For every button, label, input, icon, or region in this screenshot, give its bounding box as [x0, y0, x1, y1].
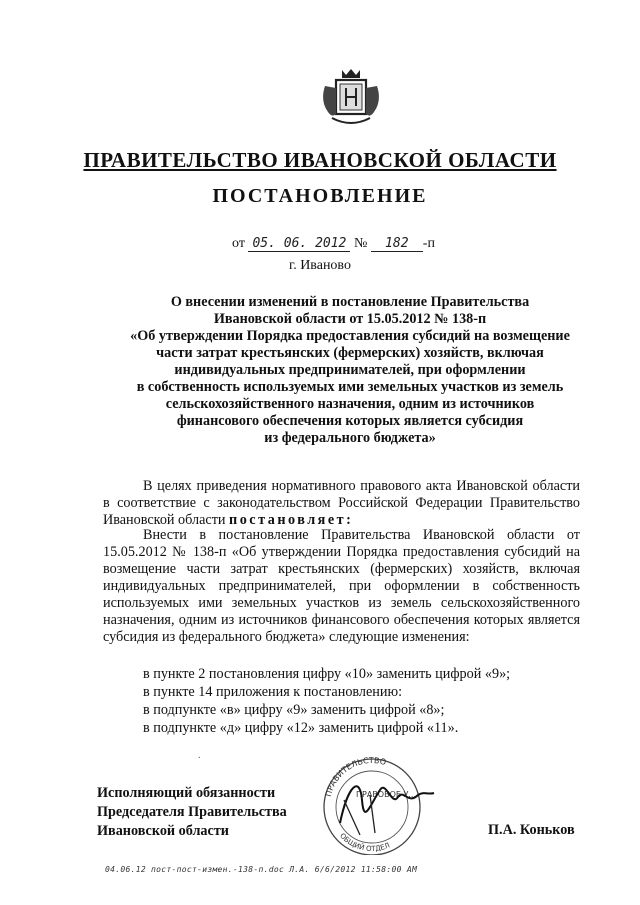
signer-title — [97, 784, 287, 841]
preamble-paragraph — [103, 478, 580, 529]
city: г. Иваново — [289, 258, 351, 273]
file-footer: 04.06.12 пост-пост-измен.-138-п.doc Л.А. 6/6/2012 11:58:00 AM — [105, 865, 418, 874]
subject-line: в собственность используемых ими земельных участков из земель — [136, 379, 564, 395]
number-label: № — [353, 236, 368, 251]
subject-line: из федерального бюджета» — [264, 430, 436, 446]
signer-title-line: Ивановской области — [97, 823, 229, 839]
change-item: в пункте 2 постановления цифру «10» заменить цифрой «9»; — [143, 666, 511, 682]
date-field: 05. 06. 2012 — [248, 237, 350, 252]
stamp-bottom-text: ОБЩИЙ ОТДЕЛ — [338, 831, 391, 854]
stamp-top-text: ПРАВИТЕЛЬСТВО — [323, 755, 388, 798]
signer-title-line: Председателя Правительства — [97, 804, 287, 820]
subject-line: сельскохозяйственного назначения, одним из источников — [165, 396, 535, 412]
resolves-word: постановляет: — [229, 512, 354, 528]
document-type: ПОСТАНОВЛЕНИЕ — [212, 185, 428, 207]
subject-line: Ивановской области от 15.05.2012 № 138-п — [213, 311, 487, 327]
change-item: в пункте 14 приложения к постановлению: — [143, 684, 403, 700]
signer-title-line: Исполняющий обязанности — [97, 785, 276, 801]
from-label: от — [232, 236, 245, 251]
registration-line — [232, 236, 435, 252]
subject-line: индивидуальных предпринимателей, при оформлении — [174, 362, 526, 378]
government-title: ПРАВИТЕЛЬСТВО ИВАНОВСКОЙ ОБЛАСТИ — [83, 148, 557, 172]
subject-line: О внесении изменений в постановление Правительства — [170, 294, 530, 310]
coat-of-arms-icon — [322, 66, 380, 128]
preamble-text: В целях приведения нормативного правового акта Ивановской области в соответствие с законодательством Российской Федерации Правительство Ивановской области — [103, 478, 580, 528]
change-item: в подпункте «в» цифру «9» заменить цифрой «8»; — [143, 702, 445, 718]
stamp-mid-text: ПРАВОВОЕ У... — [356, 790, 416, 799]
subject-line: части затрат крестьянских (фермерских) хозяйств, включая — [156, 345, 544, 361]
subject-line: «Об утверждении Порядка предоставления субсидий на возмещение — [130, 328, 570, 344]
subject-line: финансового обеспечения которых является субсидия — [176, 413, 524, 429]
number-field: 182 — [371, 237, 423, 252]
main-paragraph: Внести в постановление Правительства Ивановской области от 15.05.2012 № 138-п «Об утверждении Порядка предоставления субсидий на возмещение части затрат крестьянских (фермерских) хозяйств, включая индивидуальных предпринимателей, при оформлении в собственность используемых ими земельных участков из земель сельскохозяйственного назначения, одним из источников финансового обеспечения которых является субсидия из федерального бюджета» следующие изменения: — [103, 527, 580, 645]
official-stamp — [300, 745, 440, 855]
signer-name: П.А. Коньков — [488, 822, 575, 838]
change-item: в подпункте «д» цифру «12» заменить цифрой «11». — [143, 720, 459, 736]
number-suffix: -п — [422, 236, 435, 251]
scan-mark: . — [198, 750, 201, 761]
subject-block — [110, 294, 590, 447]
